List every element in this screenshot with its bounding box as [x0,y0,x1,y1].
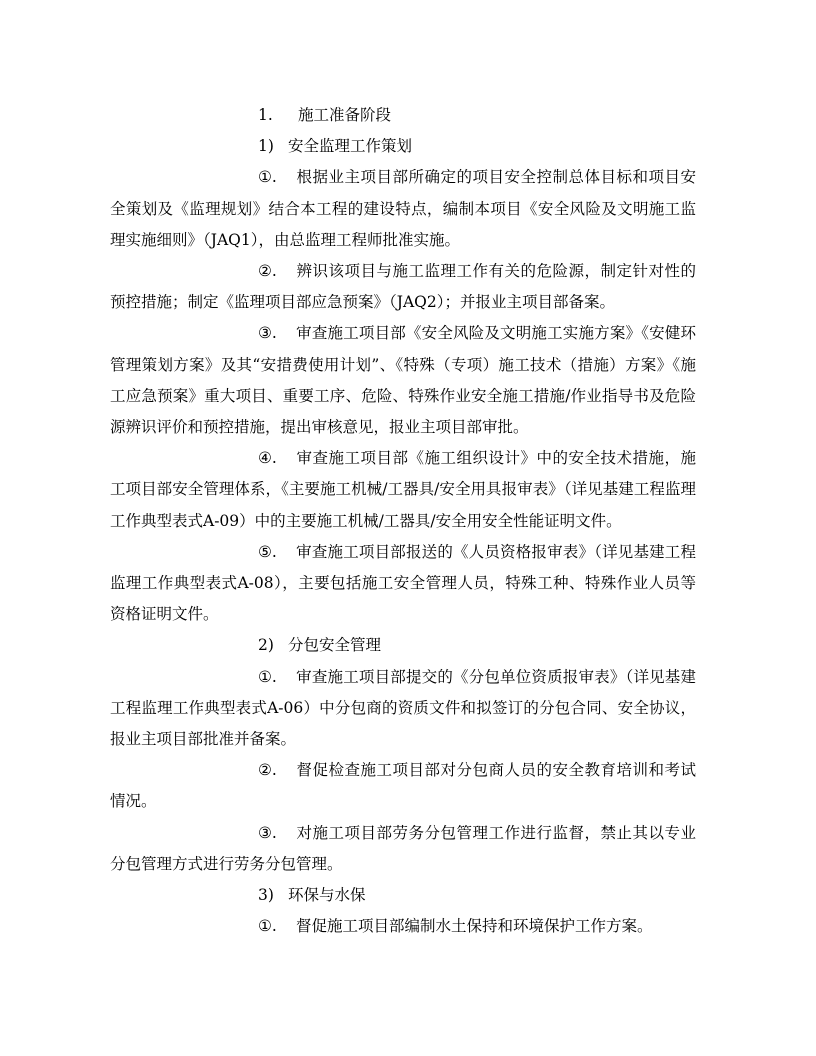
item-marker: ③. [258,324,277,343]
item-marker: ③. [258,823,277,842]
subsection-title: 环保与水保 [288,886,366,905]
item-marker: ④. [258,449,277,468]
item-text: 审查施工项目部提交的《分包单位资质报审表》（详见基建工程监理工作典型表式A-06）中分包商的资质文件和拟签订的分包合同、安全协议，报业主项目部批准并备案。 [110,667,696,749]
subsection-number: 2) [258,636,274,655]
subsection-title: 安全监理工作策划 [288,137,413,156]
item-marker: ⑤. [258,542,277,561]
item-marker: ①. [258,667,277,686]
item-text: 审查施工项目部《安全风险及文明施工实施方案》《安健环管理策划方案》及其“安措费使用计划”、《特殊（专项）施工技术（措施）方案》《施工应急预案》重大项目、重要工序、危险、特殊作业安全施工措施/作业指导书及危险源辨识评价和预控措施，提出审核意见，报业主项目部审批。 [110,324,696,437]
paragraph-item [110,537,696,631]
heading-text: 施工准备阶段 [298,106,392,124]
subsection-heading-2 [110,630,696,661]
item-marker: ②. [258,761,277,780]
subsection-heading-1 [110,131,696,162]
paragraph-item [110,818,696,880]
item-text: 根据业主项目部所确定的项目安全控制总体目标和项目安全策划及《监理规划》结合本工程的建设特点，编制本项目《安全风险及文明施工监理实施细则》（JAQ1），由总监理工程师批准实施。 [110,168,696,249]
heading-number: 1. [258,106,273,124]
item-text: 审查施工项目部报送的《人员资格报审表》（详见基建工程监理工作典型表式A-08），主要包括施工安全管理人员，特殊工种、特殊作业人员等资格证明文件。 [110,542,696,624]
item-text: 督促检查施工项目部对分包商人员的安全教育培训和考试情况。 [110,761,696,811]
paragraph-item [110,911,696,942]
subsection-title: 分包安全管理 [288,636,382,655]
paragraph-item [110,162,696,256]
item-text: 辨识该项目与施工监理工作有关的危险源，制定针对性的预控措施；制定《监理项目部应急预案》（JAQ2）；并报业主项目部备案。 [110,262,696,312]
item-marker: ①. [258,168,277,187]
item-marker: ①. [258,917,277,936]
item-text: 对施工项目部劳务分包管理工作进行监督，禁止其以专业分包管理方式进行劳务分包管理。 [110,823,696,873]
section-heading-1 [110,100,696,131]
document-body [110,100,696,942]
paragraph-item [110,443,696,537]
subsection-number: 3) [258,886,274,905]
item-text: 督促施工项目部编制水土保持和环境保护工作方案。 [296,917,653,936]
paragraph-item [110,662,696,756]
paragraph-item [110,755,696,817]
item-text: 审查施工项目部《施工组织设计》中的安全技术措施，施工项目部安全管理体系，《主要施工机械/工器具/安全用具报审表》（详见基建工程监理工作典型表式A-09）中的主要施工机械/工器具/安全用安全性能证明文件。 [110,449,696,530]
paragraph-item [110,318,696,443]
paragraph-item [110,256,696,318]
subsection-heading-3 [110,880,696,911]
item-marker: ②. [258,262,277,281]
subsection-number: 1) [258,137,274,156]
